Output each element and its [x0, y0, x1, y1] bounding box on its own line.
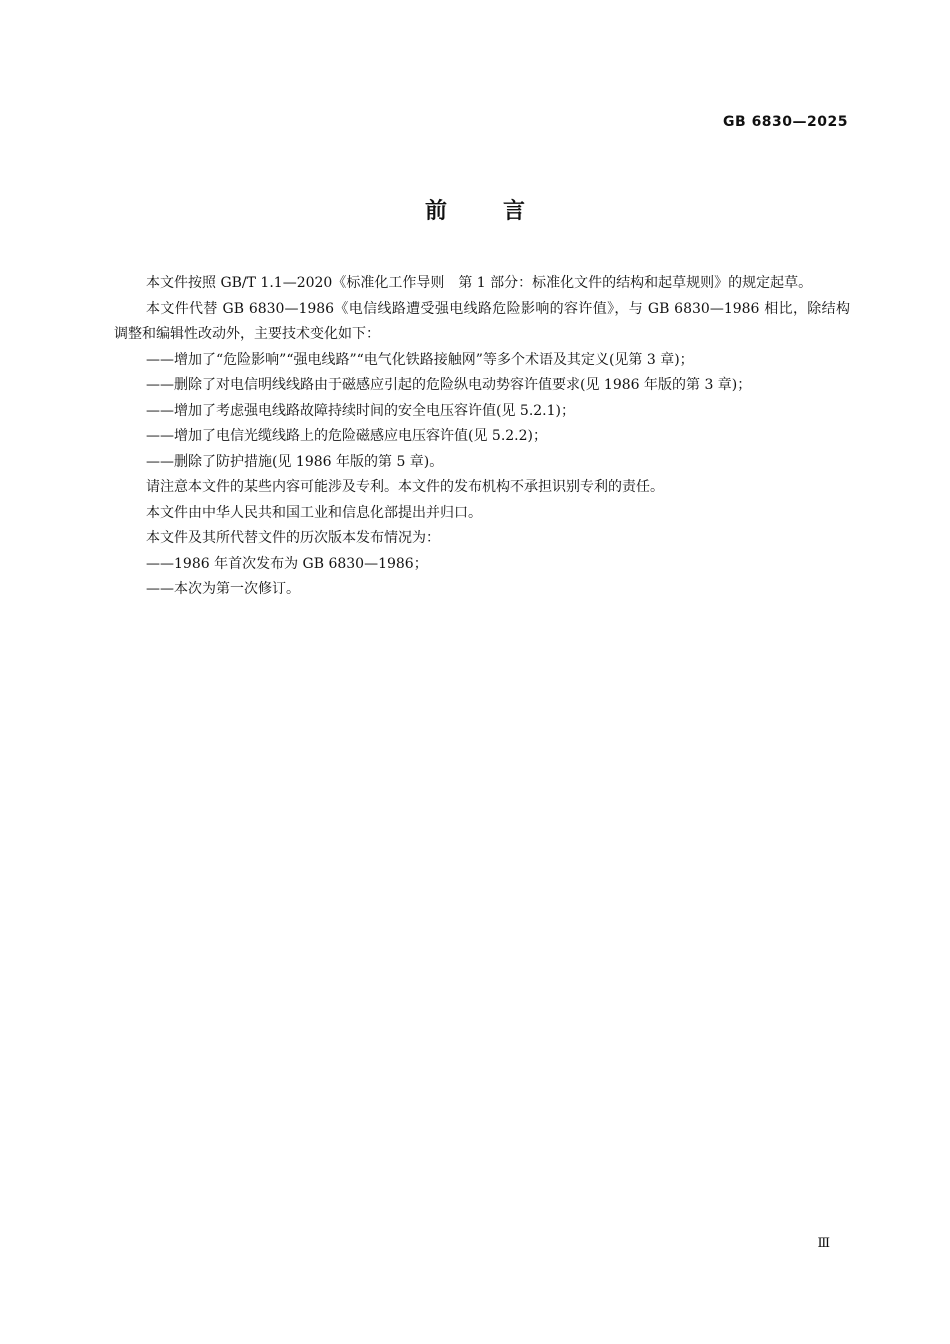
list-item-change: ——删除了防护措施(见 1986 年版的第 5 章)。: [146, 453, 444, 470]
list-item-change: ——增加了考虑强电线路故障持续时间的安全电压容许值(见 5.2.1)；: [146, 402, 575, 419]
list-item-change: ——增加了电信光缆线路上的危险磁感应电压容许值(见 5.2.2)；: [146, 428, 547, 444]
paragraph-patent-notice: 请注意本文件的某些内容可能涉及专利。本文件的发布机构不承担识别专利的责任。: [146, 479, 664, 495]
paragraph-drafting-rules: 本文件按照 GB/T 1.1—2020《标准化工作导则 第 1 部分：标准化文件的结构和起草规则》的规定起草。: [146, 275, 813, 291]
list-item-history: ——本次为第一次修订。: [146, 581, 300, 597]
list-item-history: ——1986 年首次发布为 GB 6830—1986；: [146, 555, 428, 572]
title-char-1: 前: [424, 199, 447, 224]
list-item-change: ——增加了“危险影响”“强电线路”“电气化铁路接触网”等多个术语及其定义(见第 3 章)；: [146, 351, 694, 368]
paragraph-history-intro: 本文件及其所代替文件的历次版本发布情况为：: [146, 530, 440, 546]
title-char-2: 言: [503, 199, 526, 224]
page-number: Ⅲ: [817, 1236, 830, 1251]
list-item-change: ——删除了对电信明线线路由于磁感应引起的危险纵电动势容许值要求(见 1986 年版的第 3 章)；: [146, 377, 752, 393]
paragraph-proposer: 本文件由中华人民共和国工业和信息化部提出并归口。: [146, 504, 482, 521]
paragraph-replacement: 本文件代替 GB 6830—1986《电信线路遭受强电线路危险影响的容许值》，与 GB 6830—1986 相比，除结构调整和编辑性改动外，主要技术变化如下：: [114, 300, 850, 342]
foreword-body: [114, 271, 850, 603]
page-title: [0, 194, 950, 225]
standard-number: GB 6830—2025: [723, 114, 848, 130]
